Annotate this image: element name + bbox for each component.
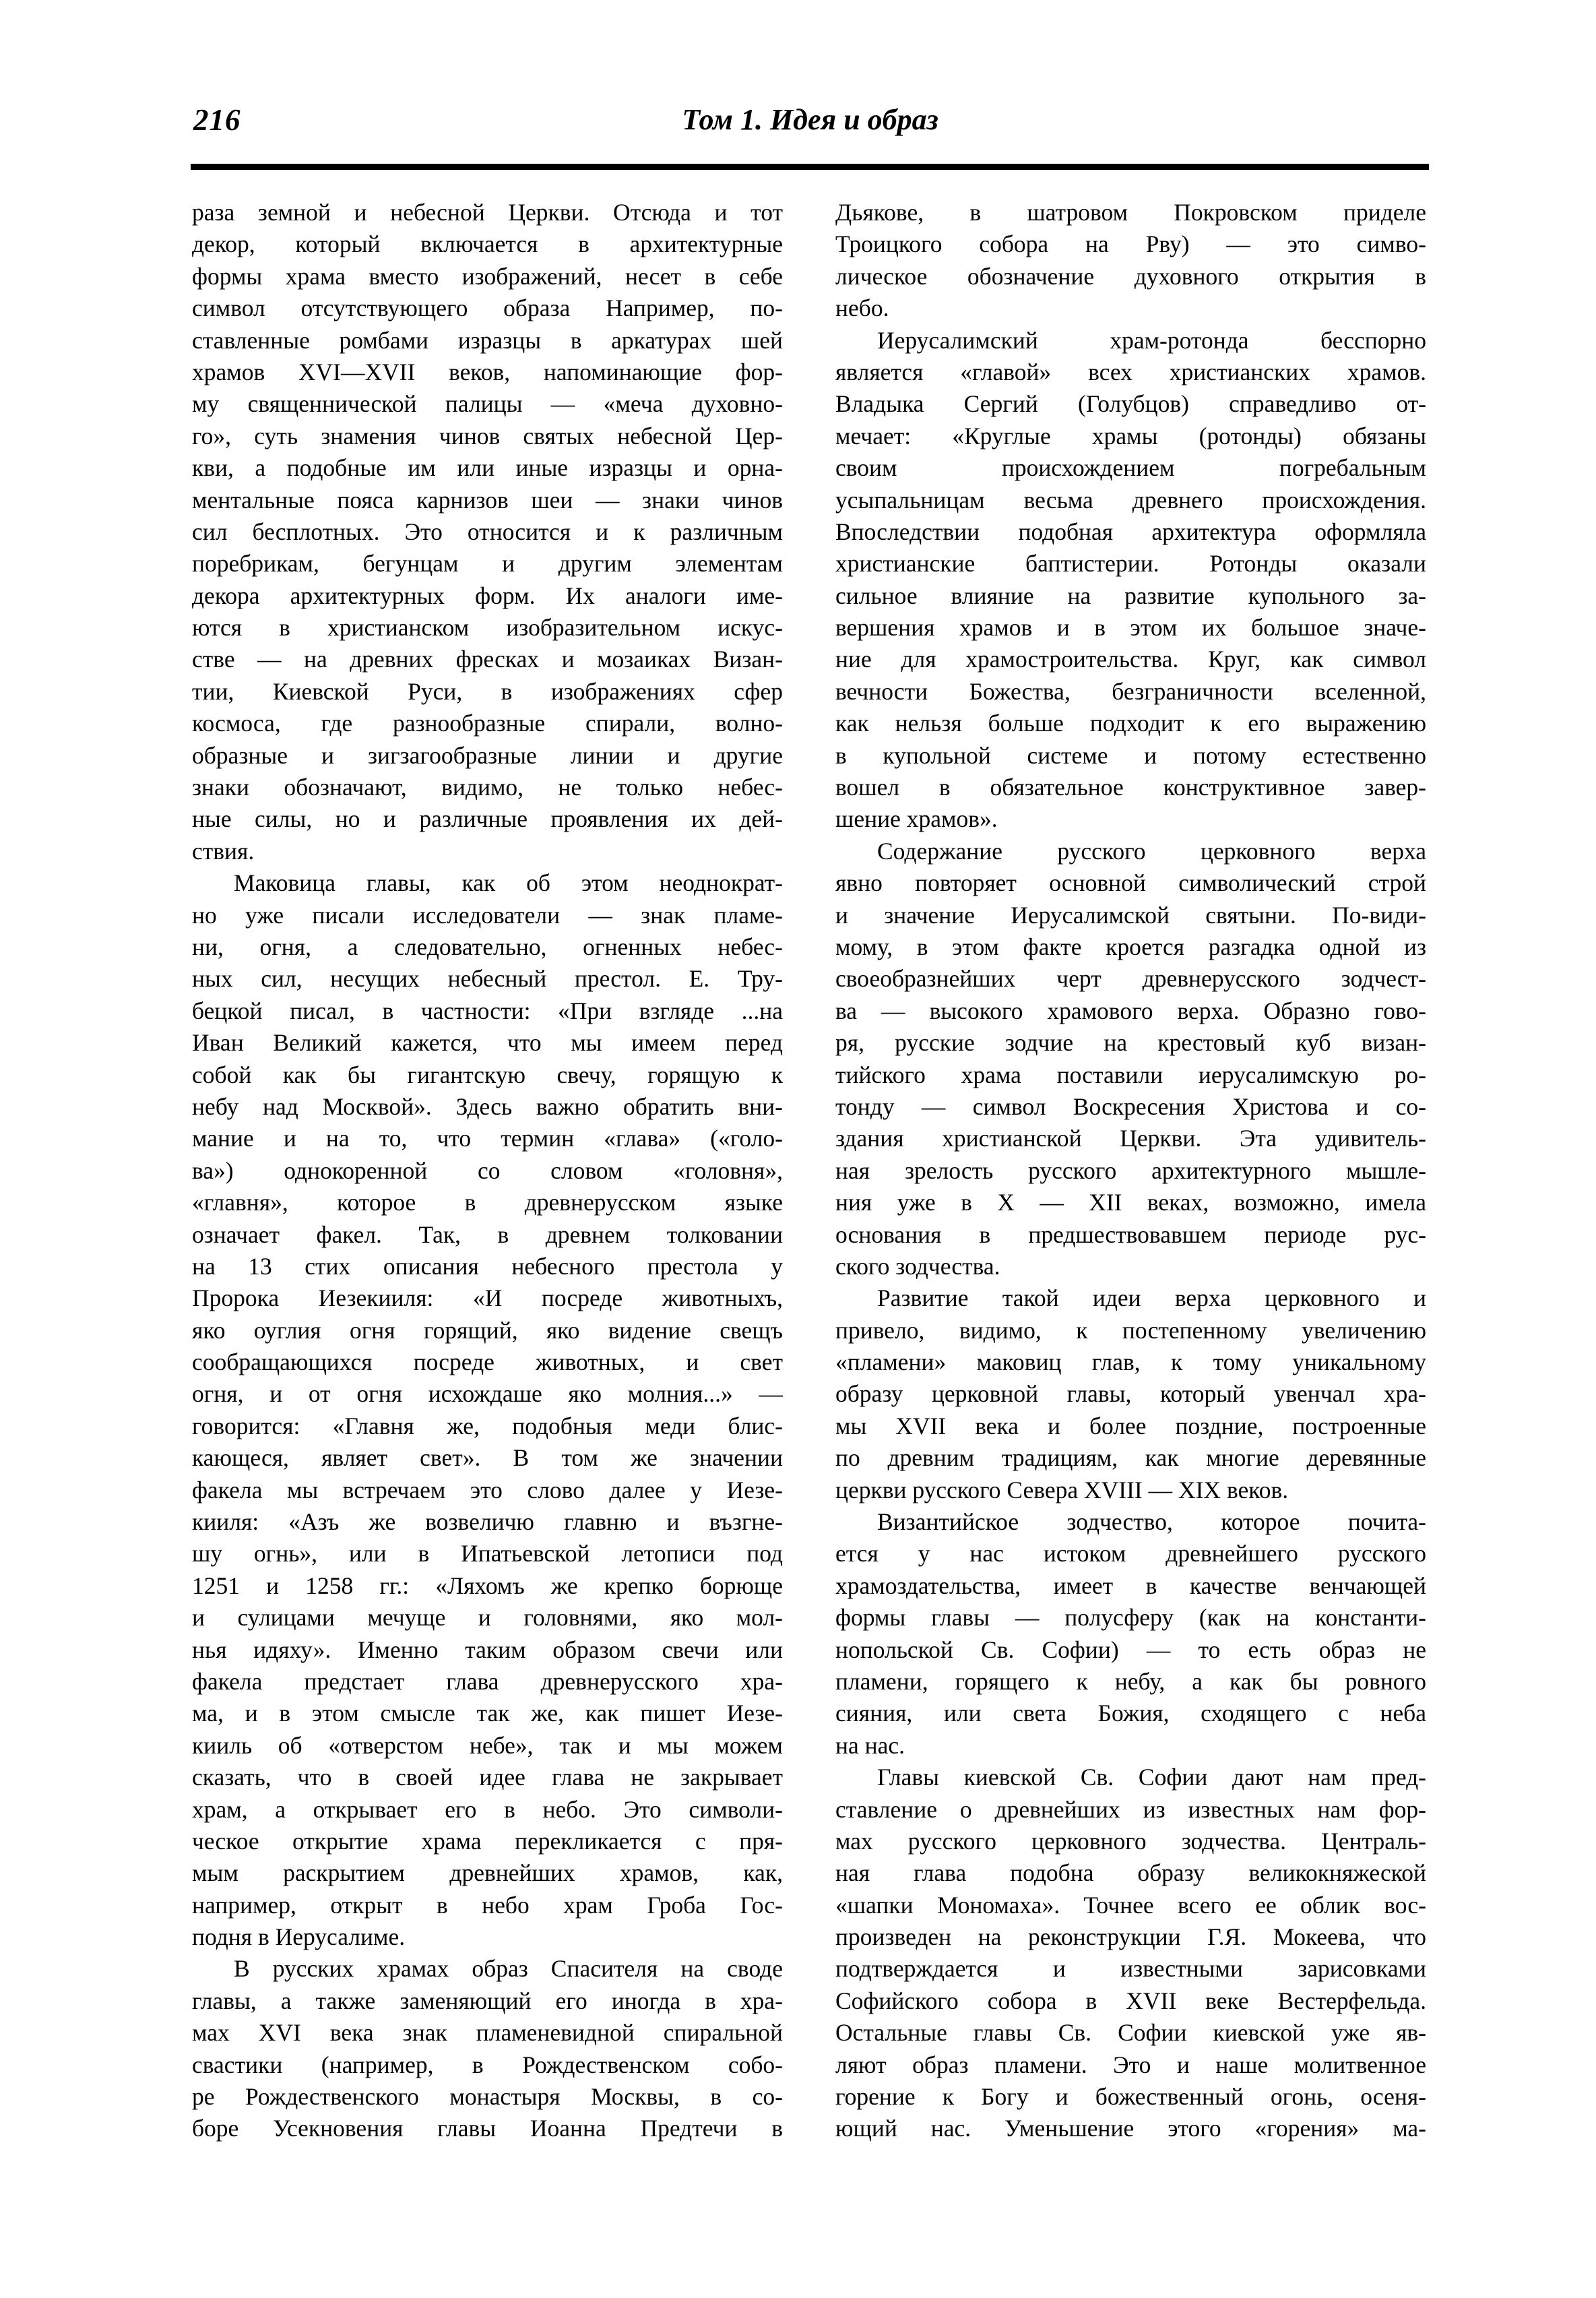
text-line: ния уже в X — XII веках, возможно, имела xyxy=(835,1189,1426,1216)
text-line: формы главы — полусферу (как на константи- xyxy=(835,1604,1426,1632)
text-line: вечности Божества, безграничности вселенной, xyxy=(835,677,1426,705)
text-line: кви, а подобные им или иные изразцы и орна- xyxy=(192,454,783,482)
text-line: тии, Киевской Руси, в изображениях сфер xyxy=(192,677,783,705)
text-line: Владыка Сергий (Голубцов) справедливо от- xyxy=(835,390,1426,418)
text-line: подтверждается и известными зарисовками xyxy=(835,1955,1426,1983)
page-number: 216 xyxy=(193,103,241,137)
text-line: ского зодчества. xyxy=(835,1252,1000,1280)
text-line: небо. xyxy=(835,294,889,322)
text-line: привело, видимо, к постепенному увеличению xyxy=(835,1316,1426,1344)
text-line: своим происхождением погребальным xyxy=(835,454,1426,482)
text-line: образу церковной главы, который увенчал хра- xyxy=(835,1380,1426,1408)
text-line: мечает: «Круглые храмы (ротонды) обязаны xyxy=(835,422,1426,449)
text-line: Остальные главы Св. Софии киевской уже яв- xyxy=(835,2019,1426,2047)
text-line: говорится: «Главня же, подобныя меди блис- xyxy=(192,1412,783,1439)
text-line: Иерусалимский храм-ротонда бесспорно xyxy=(877,326,1426,354)
text-line: ческое открытие храма перекликается с пря- xyxy=(192,1827,783,1855)
text-line: Троицкого собора на Рву) — это симво- xyxy=(835,230,1426,258)
text-line: вошел в обязательное конструктивное завер- xyxy=(835,774,1426,801)
text-line: бецкой писал, в частности: «При взгляде ...на xyxy=(192,997,783,1024)
text-line: лическое обозначение духовного открытия в xyxy=(835,262,1426,290)
text-line: ние для храмостроительства. Круг, как символ xyxy=(835,646,1426,673)
text-line: сообращающихся посреде животных, и свет xyxy=(192,1348,783,1376)
text-line: мах русского церковного зодчества. Централь- xyxy=(835,1827,1426,1855)
text-line: «шапки Мономаха». Точнее всего ее облик вос- xyxy=(835,1891,1426,1919)
text-line: Пророка Иезекииля: «И посреде животныхъ, xyxy=(192,1284,783,1312)
text-line: декора архитектурных форм. Их аналоги име- xyxy=(192,582,783,609)
text-line: означает факел. Так, в древнем толковании xyxy=(192,1220,783,1248)
text-line: ется у нас истоком древнейшего русского xyxy=(835,1540,1426,1567)
text-line: символ отсутствующего образа Например, по- xyxy=(192,294,783,322)
text-line: раза земной и небесной Церкви. Отсюда и тот xyxy=(192,199,783,226)
text-line: стве — на древних фресках и мозаиках Визан- xyxy=(192,646,783,673)
text-line: является «главой» всех христианских храмов. xyxy=(835,358,1426,385)
text-line: пламени, горящего к небу, а как бы ровного xyxy=(835,1667,1426,1695)
text-line: например, открыт в небо храм Гроба Гос- xyxy=(192,1891,783,1919)
text-line: мание и на то, что термин «глава» («голо- xyxy=(192,1125,783,1152)
text-line: сильное влияние на развитие купольного за- xyxy=(835,582,1426,609)
text-line: подня в Иерусалиме. xyxy=(192,1923,406,1951)
text-line: на 13 стих описания небесного престола у xyxy=(192,1252,783,1280)
text-line: яко оуглия огня горящий, яко видение свещъ xyxy=(192,1316,783,1344)
text-line: мах XVI века знак пламеневидной спиральной xyxy=(192,2019,783,2047)
text-line: ющий нас. Уменьшение этого «горения» ма- xyxy=(835,2115,1426,2142)
text-line: Иван Великий кажется, что мы имеем перед xyxy=(192,1029,783,1057)
text-line: Развитие такой идеи верха церковного и xyxy=(877,1284,1426,1312)
text-line: В русских храмах образ Спасителя на своде xyxy=(234,1955,783,1983)
text-line: ные силы, но и различные проявления их дей- xyxy=(192,805,783,833)
text-line: «пламени» маковиц глав, к тому уникальному xyxy=(835,1348,1426,1376)
running-title: Том 1. Идея и образ xyxy=(682,103,938,136)
text-line: мому, в этом факте кроется разгадка одной из xyxy=(835,933,1426,960)
text-line: ментальные пояса карнизов шеи — знаки чинов xyxy=(192,486,783,514)
text-line: ляют образ пламени. Это и наше молитвенное xyxy=(835,2051,1426,2078)
text-line: шу огнь», или в Ипатьевской летописи под xyxy=(192,1540,783,1567)
text-line: ствия. xyxy=(192,837,255,865)
text-line: ре Рождественского монастыря Москвы, в со- xyxy=(192,2083,783,2111)
text-line: горение к Богу и божественный огонь, осеня- xyxy=(835,2083,1426,2111)
text-line: и значение Иерусалимской святыни. По-види- xyxy=(835,901,1426,929)
text-line: поребрикам, бегунцам и другим элементам xyxy=(192,550,783,578)
text-line: усыпальницам весьма древнего происхождения. xyxy=(835,486,1426,514)
text-line: мы XVII века и более поздние, построенные xyxy=(835,1412,1426,1439)
text-line: на нас. xyxy=(835,1731,905,1759)
text-line: тонду — символ Воскресения Христова и со- xyxy=(835,1092,1426,1120)
text-line: Маковица главы, как об этом неоднократ- xyxy=(234,869,783,897)
text-line: факела мы встречаем это слово далее у Иезе- xyxy=(192,1476,783,1503)
text-line: нья идяху». Именно таким образом свечи или xyxy=(192,1636,783,1663)
text-line: и сулицами мечуще и головнями, яко мол- xyxy=(192,1604,783,1632)
text-line: образные и зигзагообразные линии и другие xyxy=(192,741,783,769)
text-line: шение храмов». xyxy=(835,805,998,833)
text-line: Софийского собора в XVII веке Вестерфельда. xyxy=(835,1987,1426,2014)
text-line: ются в христианском изобразительном искус- xyxy=(192,614,783,642)
text-line: декор, который включается в архитектурные xyxy=(192,230,783,258)
text-line: главы, а также заменяющий его иногда в хра- xyxy=(192,1987,783,2014)
text-line: сказать, что в своей идее глава не закрывает xyxy=(192,1764,783,1791)
text-line: ная глава подобна образу великокняжеской xyxy=(835,1859,1426,1887)
text-line: 1251 и 1258 гг.: «Ляхомъ же крепко борюще xyxy=(192,1572,783,1599)
text-line: формы храма вместо изображений, несет в себе xyxy=(192,262,783,290)
text-line: ма, и в этом смысле так же, как пишет Иезе- xyxy=(192,1700,783,1727)
text-line: сияния, или света Божия, сходящего с неба xyxy=(835,1700,1426,1727)
text-line: тийского храма поставили иерусалимскую ро- xyxy=(835,1061,1426,1088)
text-line: ва — высокого храмового верха. Образно гово- xyxy=(835,997,1426,1024)
text-line: Главы киевской Св. Софии дают нам пред- xyxy=(877,1764,1426,1791)
text-column-right xyxy=(835,197,1426,2145)
text-line: христианские баптистерии. Ротонды оказали xyxy=(835,550,1426,578)
text-line: свастики (например, в Рождественском собо- xyxy=(192,2051,783,2078)
text-line: в купольной системе и потому естественно xyxy=(835,741,1426,769)
text-line: ставленные ромбами изразцы в аркатурах шей xyxy=(192,326,783,354)
text-line: боре Усекновения главы Иоанна Предтечи в xyxy=(192,2115,783,2142)
text-column-left xyxy=(192,197,783,2145)
text-line: го», суть знамения чинов святых небесной Цер- xyxy=(192,422,783,449)
text-line: произведен на реконструкции Г.Я. Мокеева, что xyxy=(835,1923,1426,1951)
text-line: ва») однокоренной со словом «головня», xyxy=(192,1156,783,1184)
text-line: «главня», которое в древнерусском языке xyxy=(192,1189,783,1216)
text-line: явно повторяет основной символический строй xyxy=(835,869,1426,897)
text-line: огня, и от огня исхождаше яко молния...» — xyxy=(192,1380,783,1408)
text-line: кииль об «отверстом небе», так и мы можем xyxy=(192,1731,783,1759)
text-line: ни, огня, а следовательно, огненных небес- xyxy=(192,933,783,960)
text-line: ных сил, несущих небесный престол. Е. Тру- xyxy=(192,965,783,993)
text-line: Содержание русского церковного верха xyxy=(877,837,1426,865)
header-rule xyxy=(191,164,1429,170)
text-line: сил бесплотных. Это относится и к различным xyxy=(192,518,783,545)
text-line: кииля: «Азъ же возвеличю главню и възгне- xyxy=(192,1508,783,1536)
text-line: основания в предшествовавшем периоде рус- xyxy=(835,1220,1426,1248)
text-line: собой как бы гигантскую свечу, горящую к xyxy=(192,1061,783,1088)
text-line: кающеся, являет свет». В том же значении xyxy=(192,1444,783,1472)
text-line: факела предстает глава древнерусского хра- xyxy=(192,1667,783,1695)
text-line: Впоследствии подобная архитектура оформляла xyxy=(835,518,1426,545)
text-line: храмов XVI—XVII веков, напоминающие фор- xyxy=(192,358,783,385)
text-line: нопольской Св. Софии) — то есть образ не xyxy=(835,1636,1426,1663)
text-line: храмоздательства, имеет в качестве венчающей xyxy=(835,1572,1426,1599)
text-line: небу над Москвой». Здесь важно обратить вни- xyxy=(192,1092,783,1120)
text-line: своеобразнейших черт древнерусского зодчест- xyxy=(835,965,1426,993)
text-line: му священнической палицы — «меча духовно- xyxy=(192,390,783,418)
text-line: Византийское зодчество, которое почита- xyxy=(877,1508,1426,1536)
text-line: как нельзя больше подходит к его выражению xyxy=(835,710,1426,737)
text-line: храм, а открывает его в небо. Это символи- xyxy=(192,1795,783,1823)
text-line: ная зрелость русского архитектурного мышле- xyxy=(835,1156,1426,1184)
text-line: но уже писали исследователи — знак пламе- xyxy=(192,901,783,929)
text-line: церкви русского Севера XVIII — XIX веков. xyxy=(835,1476,1289,1503)
text-line: знаки обозначают, видимо, не только небес- xyxy=(192,774,783,801)
text-line: ставление о древнейших из известных нам фор- xyxy=(835,1795,1426,1823)
text-line: мым раскрытием древнейших храмов, как, xyxy=(192,1859,783,1887)
text-line: здания христианской Церкви. Эта удивитель- xyxy=(835,1125,1426,1152)
text-line: ря, русские зодчие на крестовый куб визан- xyxy=(835,1029,1426,1057)
text-line: космоса, где разнообразные спирали, волно- xyxy=(192,710,783,737)
text-line: Дьякове, в шатровом Покровском приделе xyxy=(835,199,1426,226)
text-line: по древним традициям, как многие деревянные xyxy=(835,1444,1426,1472)
text-line: вершения храмов и в этом их большое значе- xyxy=(835,614,1426,642)
